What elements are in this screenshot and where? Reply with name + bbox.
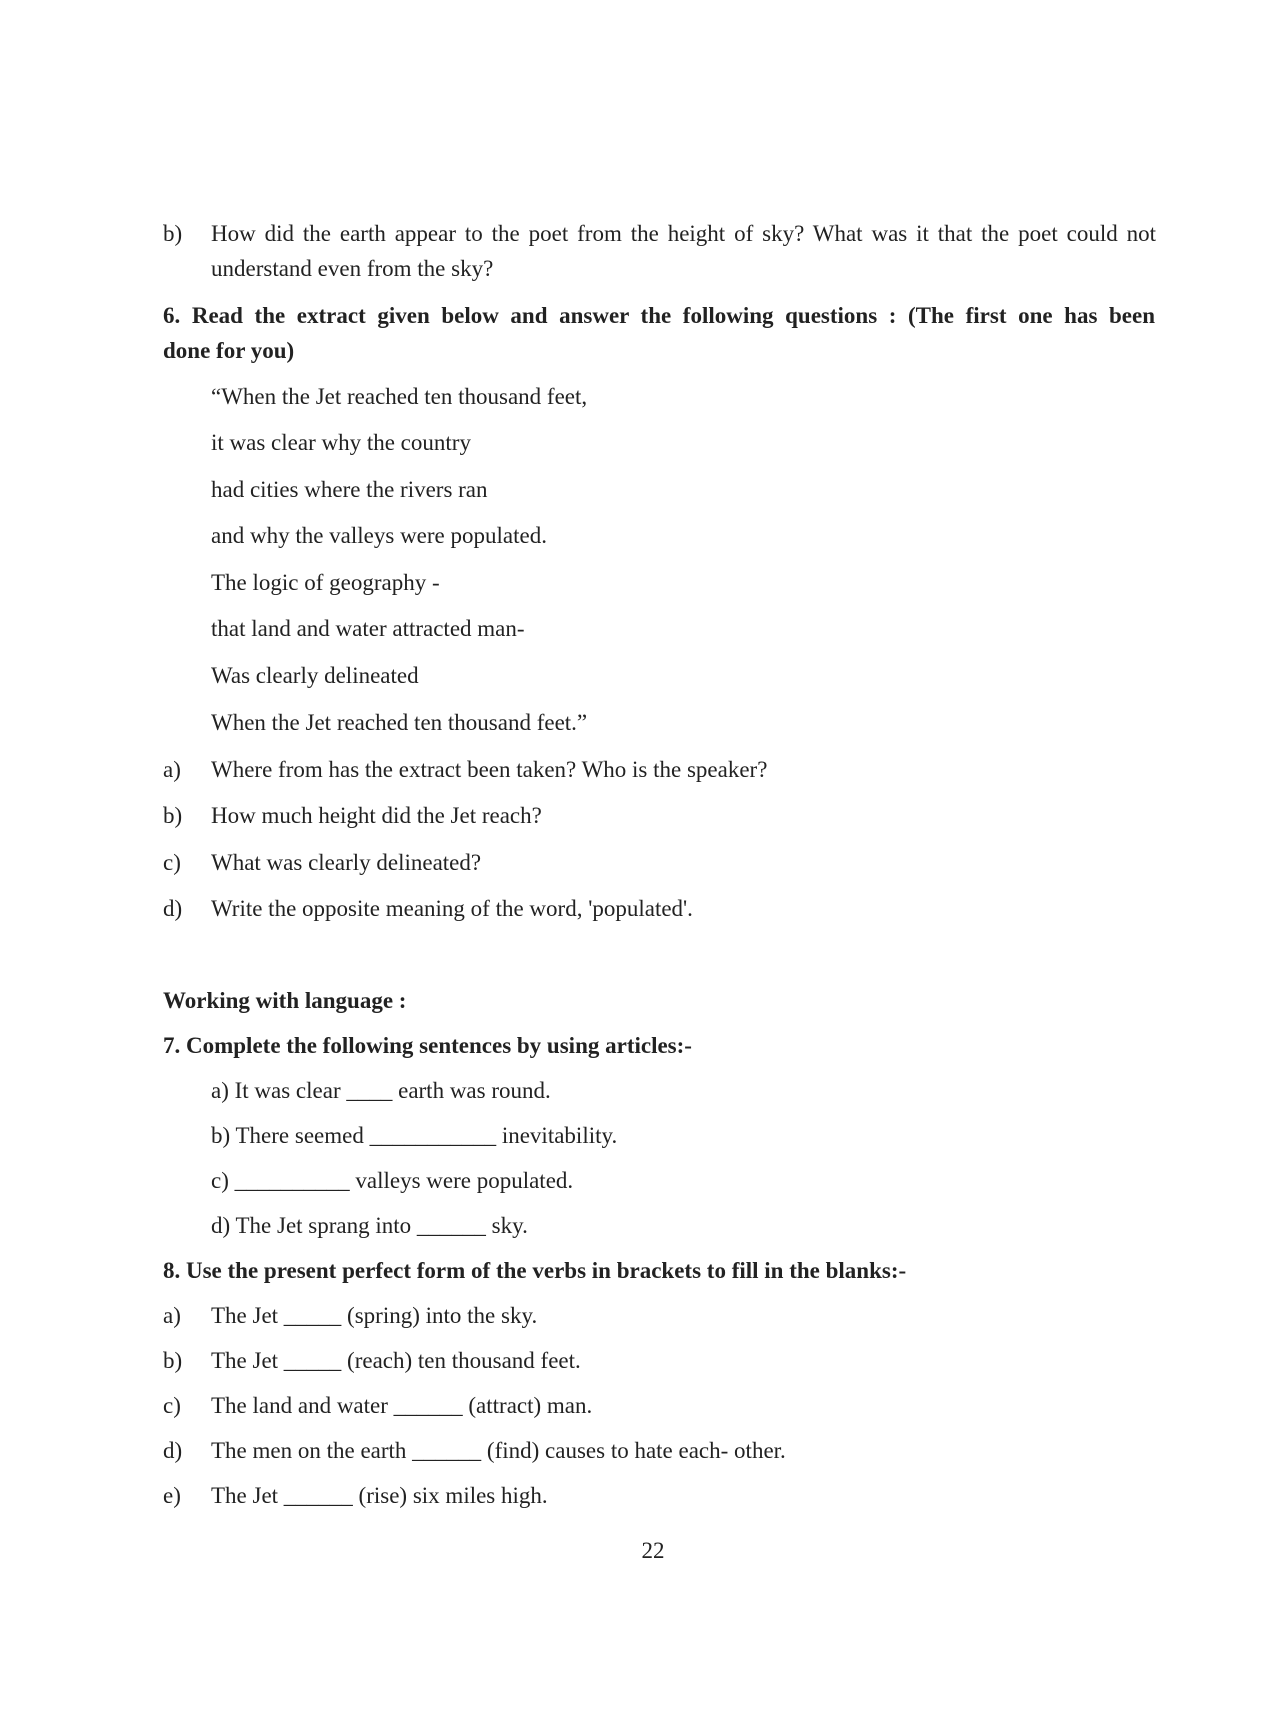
item-text: The land and water ______ (attract) man. [211, 1393, 593, 1418]
item-label: c) [163, 850, 181, 875]
item-label: c) [163, 1393, 181, 1418]
poem-line: The logic of geography - [211, 570, 440, 595]
q5b-text-line1: How did the earth appear to the poet from the height of sky? What was it that the poet could not [211, 221, 1156, 246]
q7-item: d) The Jet sprang into ______ sky. [211, 1213, 528, 1238]
item-label: a) [163, 757, 181, 782]
item-text: Write the opposite meaning of the word, 'populated'. [211, 896, 693, 921]
poem-line: that land and water attracted man- [211, 616, 525, 641]
item-text: The Jet ______ (rise) six miles high. [211, 1483, 548, 1508]
item-text: The men on the earth ______ (find) causes to hate each- other. [211, 1438, 786, 1463]
item-label: d) [163, 896, 183, 921]
q6-heading-line1: 6. Read the extract given below and answer the following questions : (The first one has been [163, 303, 1155, 328]
section-heading: Working with language : [163, 988, 407, 1013]
q8-heading: 8. Use the present perfect form of the verbs in brackets to fill in the blanks:- [163, 1258, 907, 1283]
item-text: How much height did the Jet reach? [211, 803, 542, 828]
q7-item: b) There seemed ___________ inevitability. [211, 1123, 618, 1148]
poem-line: it was clear why the country [211, 430, 471, 455]
q7-heading: 7. Complete the following sentences by using articles:- [163, 1033, 692, 1058]
poem-line: had cities where the rivers ran [211, 477, 488, 502]
item-text: Where from has the extract been taken? Who is the speaker? [211, 757, 768, 782]
q7-item: c) __________ valleys were populated. [211, 1168, 574, 1193]
item-text: What was clearly delineated? [211, 850, 482, 875]
page-number: 22 [641, 1538, 665, 1563]
item-text: The Jet _____ (spring) into the sky. [211, 1303, 538, 1328]
poem-line: Was clearly delineated [211, 663, 419, 688]
item-label: a) [163, 1303, 181, 1328]
q6-heading-line2: done for you) [163, 338, 295, 363]
poem-line: and why the valleys were populated. [211, 523, 547, 548]
item-label: b) [163, 803, 183, 828]
item-text: The Jet _____ (reach) ten thousand feet. [211, 1348, 581, 1373]
item-label: b) [163, 1348, 183, 1373]
q5b-text-line2: understand even from the sky? [211, 256, 494, 281]
q7-item: a) It was clear ____ earth was round. [211, 1078, 551, 1103]
poem-line: “When the Jet reached ten thousand feet, [211, 384, 588, 409]
item-label: d) [163, 1438, 183, 1463]
poem-line: When the Jet reached ten thousand feet.” [211, 710, 588, 735]
item-label: e) [163, 1483, 181, 1508]
item-label: b) [163, 221, 183, 246]
